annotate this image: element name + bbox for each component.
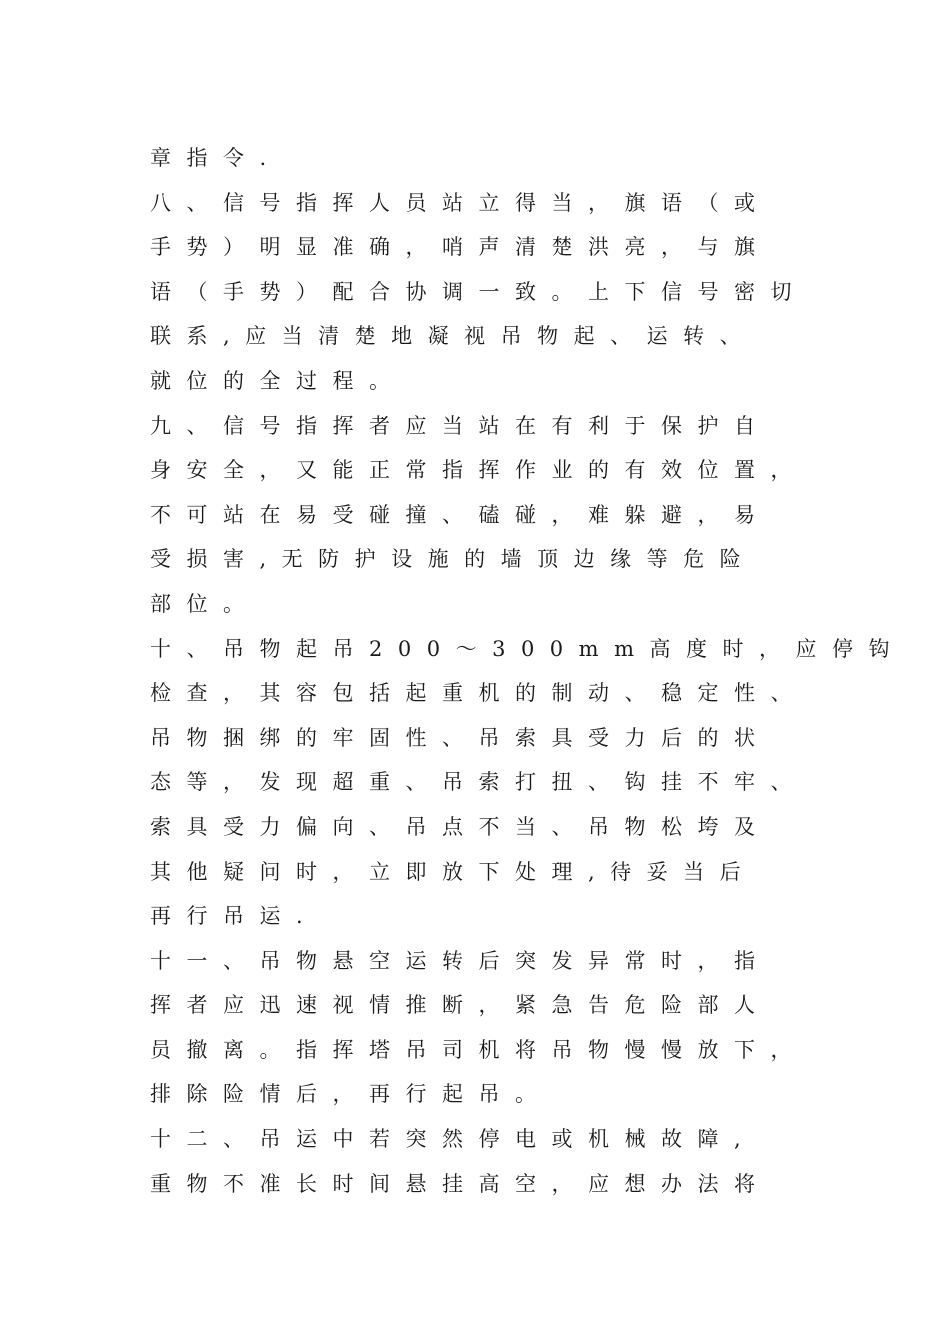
- text-line: 受损害,无防护设施的墙顶边缘等危险: [150, 547, 757, 572]
- text-line: 十二、吊运中若突然停电或机械故障,: [150, 1127, 757, 1152]
- text-line: 索具受力偏向、吊点不当、吊物松垮及: [150, 814, 771, 839]
- text-line: 九、信号指挥者应当站在有利于保护自: [150, 413, 771, 438]
- text-line: 语（手势）配合协调一致。上下信号密切: [150, 279, 807, 304]
- text-line: 手势）明显准确，哨声清楚洪亮，与旗: [150, 235, 771, 260]
- text-line: 再行吊运.: [150, 904, 319, 929]
- text-line: 十一、吊物悬空运转后突发异常时，指: [150, 948, 771, 973]
- text-line: 态等，发现超重、吊索打扭、钩挂不牢、: [150, 770, 807, 795]
- text-line: 吊物捆绑的牢固性、吊索具受力后的状: [150, 725, 771, 750]
- text-line: 检查，其容包括起重机的制动、稳定性、: [150, 681, 807, 706]
- text-line: 身安全，又能正常指挥作业的有效位置，: [150, 458, 807, 483]
- text-line: 部位。: [150, 591, 260, 616]
- body-text: [150, 136, 905, 1206]
- text-line: 八、信号指挥人员站立得当，旗语（或: [150, 190, 771, 215]
- text-line: 排除险情后，再行起吊。: [150, 1082, 552, 1107]
- text-line: 联系,应当清楚地凝视吊物起、运转、: [150, 324, 757, 349]
- text-line: 十、吊物起吊200～300mm高度时，应停钩: [150, 636, 905, 661]
- text-line: 员撤离。指挥塔吊司机将吊物慢慢放下，: [150, 1037, 807, 1062]
- text-line: 挥者应迅速视情推断，紧急告危险部人: [150, 993, 771, 1018]
- text-line: 就位的全过程。: [150, 368, 406, 393]
- text-line: 其他疑问时，立即放下处理,待妥当后: [150, 859, 757, 884]
- text-line: 不可站在易受碰撞、磕碰，难躲避，易: [150, 502, 771, 527]
- text-line: 章指令.: [150, 146, 282, 170]
- text-line: 重物不准长时间悬挂高空，应想办法将: [150, 1171, 771, 1196]
